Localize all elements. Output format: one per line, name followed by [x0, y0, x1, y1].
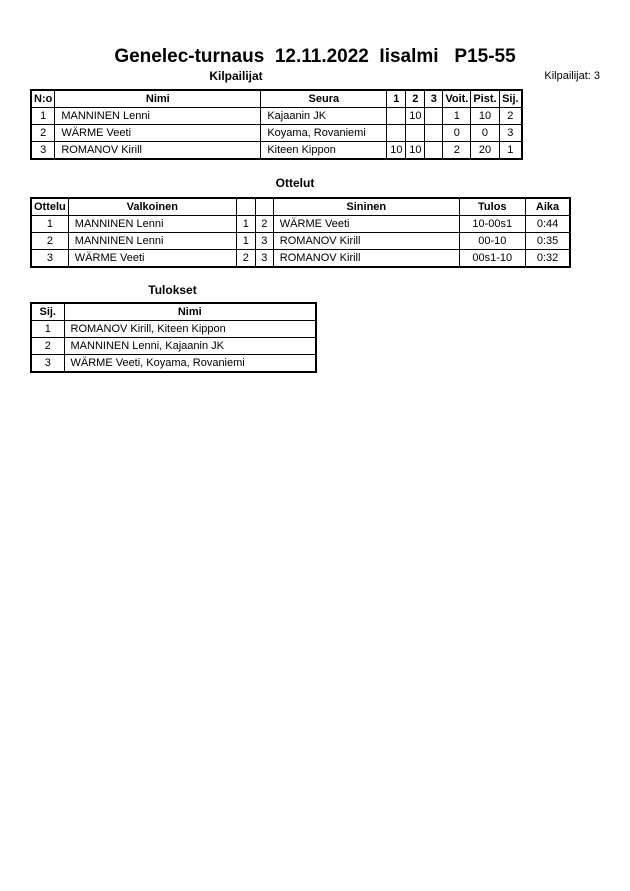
cell-valkoinen: WÄRME Veeti: [68, 250, 236, 268]
table-row: [31, 216, 570, 233]
kilpailijat-heading: Kilpailijat: [209, 69, 263, 83]
cell-sij: 1: [499, 142, 522, 160]
cell-s: 2: [255, 216, 273, 233]
col-header-sij: Sij.: [31, 303, 64, 321]
cell-3: [425, 108, 443, 125]
col-header-v: [236, 198, 255, 216]
cell-sij: 3: [499, 125, 522, 142]
cell-v: 1: [236, 233, 255, 250]
col-header-pist: Pist.: [471, 90, 499, 108]
col-header-aika: Aika: [525, 198, 570, 216]
cell-no: 1: [31, 108, 55, 125]
table-row: [31, 108, 522, 125]
table-row: [31, 125, 522, 142]
tulokset-table: [30, 302, 317, 373]
tulokset-heading: Tulokset: [148, 283, 197, 297]
cell-voit: 2: [443, 142, 471, 160]
cell-pist: 10: [471, 108, 499, 125]
cell-voit: 0: [443, 125, 471, 142]
cell-tulos: 10-00s1: [459, 216, 525, 233]
cell-nimi: WÄRME Veeti, Koyama, Rovaniemi: [64, 355, 316, 373]
cell-v: 2: [236, 250, 255, 268]
col-header-valkoinen: Valkoinen: [68, 198, 236, 216]
cell-voit: 1: [443, 108, 471, 125]
col-header-tulos: Tulos: [459, 198, 525, 216]
cell-sij: 1: [31, 321, 64, 338]
col-header-sininen: Sininen: [273, 198, 459, 216]
cell-nimi: MANNINEN Lenni: [55, 108, 261, 125]
ottelut-heading: Ottelut: [275, 176, 315, 190]
cell-sininen: ROMANOV Kirill: [273, 233, 459, 250]
col-header-nimi: Nimi: [64, 303, 316, 321]
competitors-count: Kilpailijat: 3: [544, 70, 600, 82]
col-header-seura: Seura: [261, 90, 387, 108]
cell-2: 10: [406, 142, 425, 160]
col-header-2: 2: [406, 90, 425, 108]
cell-s: 3: [255, 233, 273, 250]
cell-2: 10: [406, 108, 425, 125]
cell-ottelu: 1: [31, 216, 68, 233]
table-header-row: [31, 198, 570, 216]
cell-3: [425, 142, 443, 160]
table-row: [31, 142, 522, 160]
cell-no: 2: [31, 125, 55, 142]
ottelut-table: [30, 197, 571, 268]
cell-2: [406, 125, 425, 142]
cell-valkoinen: MANNINEN Lenni: [68, 216, 236, 233]
cell-tulos: 00s1-10: [459, 250, 525, 268]
cell-3: [425, 125, 443, 142]
col-header-1: 1: [387, 90, 406, 108]
table-row: [31, 233, 570, 250]
cell-sininen: WÄRME Veeti: [273, 216, 459, 233]
table-header-row: [31, 90, 522, 108]
cell-nimi: ROMANOV Kirill: [55, 142, 261, 160]
table-row: [31, 250, 570, 268]
col-header-s: [255, 198, 273, 216]
page-title: Genelec-turnaus 12.11.2022 Iisalmi P15-55: [114, 46, 516, 67]
cell-1: [387, 108, 406, 125]
cell-nimi: ROMANOV Kirill, Kiteen Kippon: [64, 321, 316, 338]
cell-valkoinen: MANNINEN Lenni: [68, 233, 236, 250]
table-row: [31, 338, 316, 355]
table-row: [31, 321, 316, 338]
cell-no: 3: [31, 142, 55, 160]
cell-s: 3: [255, 250, 273, 268]
cell-aika: 0:35: [525, 233, 570, 250]
cell-pist: 0: [471, 125, 499, 142]
cell-seura: Koyama, Rovaniemi: [261, 125, 387, 142]
cell-ottelu: 2: [31, 233, 68, 250]
cell-aika: 0:44: [525, 216, 570, 233]
cell-nimi: MANNINEN Lenni, Kajaanin JK: [64, 338, 316, 355]
cell-1: [387, 125, 406, 142]
cell-tulos: 00-10: [459, 233, 525, 250]
cell-nimi: WÄRME Veeti: [55, 125, 261, 142]
col-header-nimi: Nimi: [55, 90, 261, 108]
col-header-3: 3: [425, 90, 443, 108]
cell-pist: 20: [471, 142, 499, 160]
kilpailijat-table: [30, 89, 523, 160]
col-header-sij: Sij.: [499, 90, 522, 108]
cell-ottelu: 3: [31, 250, 68, 268]
cell-sij: 3: [31, 355, 64, 373]
cell-v: 1: [236, 216, 255, 233]
table-header-row: [31, 303, 316, 321]
cell-sininen: ROMANOV Kirill: [273, 250, 459, 268]
cell-aika: 0:32: [525, 250, 570, 268]
cell-sij: 2: [499, 108, 522, 125]
cell-1: 10: [387, 142, 406, 160]
table-row: [31, 355, 316, 373]
cell-sij: 2: [31, 338, 64, 355]
cell-seura: Kajaanin JK: [261, 108, 387, 125]
cell-seura: Kiteen Kippon: [261, 142, 387, 160]
col-header-no: N:o: [31, 90, 55, 108]
col-header-ottelu: Ottelu: [31, 198, 68, 216]
col-header-voit: Voit.: [443, 90, 471, 108]
